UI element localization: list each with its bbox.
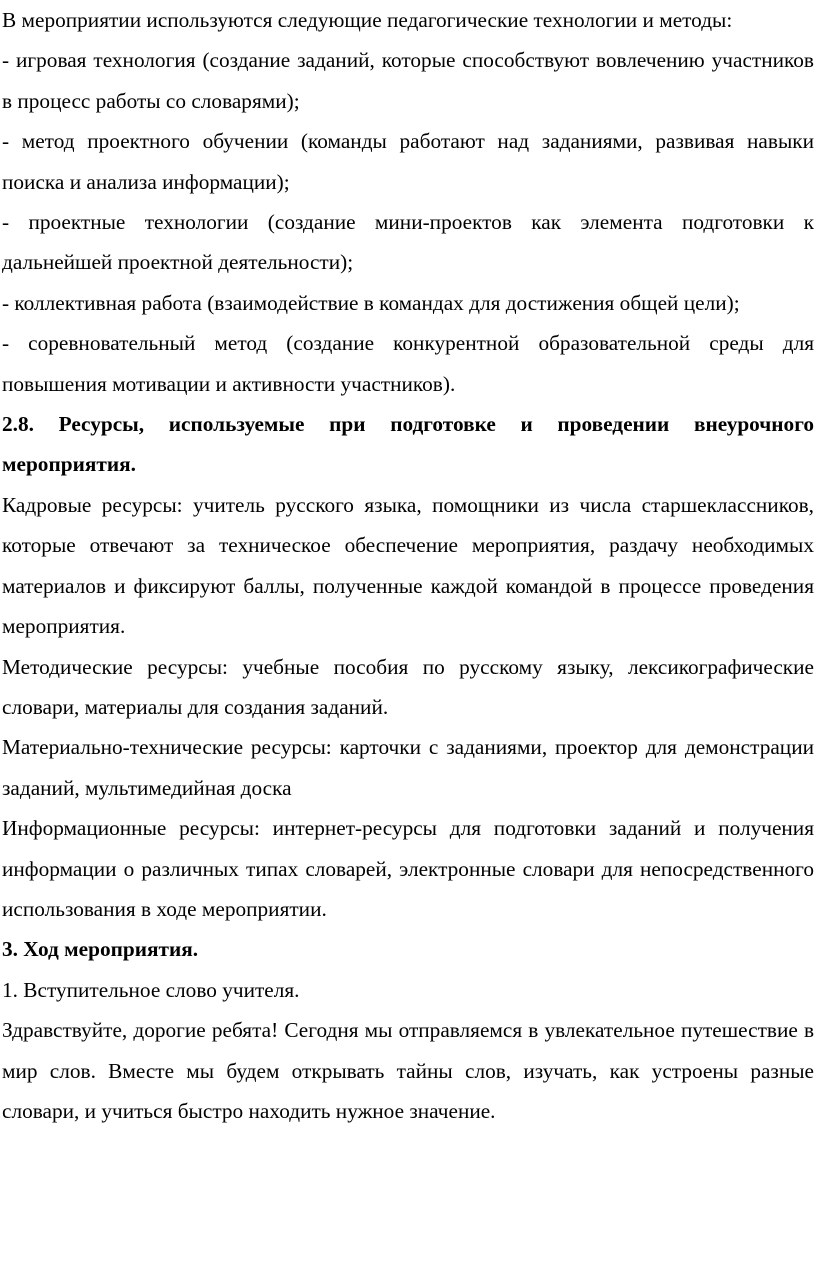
list-item-collective-work: - коллективная работа (взаимодействие в командах для достижения общей цели); [2, 290, 740, 315]
information-resources-paragraph: Информационные ресурсы: интернет-ресурсы для подготовки заданий и получения информации о различных типах словарей, электронные словари для непосредственного использования в ходе мероприятии. [2, 816, 814, 921]
list-item-game-technology: - игровая технология (создание заданий, которые способствуют вовлечению участников в процесс работы со словарями); [2, 48, 814, 113]
methodical-resources-paragraph: Методические ресурсы: учебные пособия по русскому языку, лексикографические словари, материалы для создания заданий. [2, 654, 814, 719]
step-teacher-intro: 1. Вступительное слово учителя. [2, 977, 300, 1002]
section-heading-resources: 2.8. Ресурсы, используемые при подготовке и проведении внеурочного мероприятия. [2, 412, 814, 477]
staff-resources-paragraph: Кадровые ресурсы: учитель русского языка, помощники из числа старшеклассников, которые отвечают за техническое обеспечение мероприятия, раздачу необходимых материалов и фиксируют баллы, полученные каждой командой в процессе проведения мероприятия. [2, 492, 814, 639]
list-item-project-method: - метод проектного обучении (команды работают над заданиями, развивая навыки поиска и анализа информации); [2, 129, 814, 194]
list-item-competitive-method: - соревновательный метод (создание конкурентной образовательной среды для повышения мотивации и активности участников). [2, 331, 814, 396]
greeting-paragraph: Здравствуйте, дорогие ребята! Сегодня мы отправляемся в увлекательное путешествие в мир слов. Вместе мы будем открывать тайны слов, изучать, как устроены разные словари, и учиться быстро находить нужное значение. [2, 1018, 814, 1123]
material-resources-paragraph: Материально-технические ресурсы: карточки с заданиями, проектор для демонстрации заданий, мультимедийная доска [2, 735, 814, 800]
intro-paragraph: В мероприятии используются следующие педагогические технологии и методы: [2, 8, 733, 32]
section-heading-event-course: 3. Ход мероприятия. [2, 937, 199, 962]
list-item-project-technologies: - проектные технологии (создание мини-проектов как элемента подготовки к дальнейшей проектной деятельности); [2, 210, 814, 275]
